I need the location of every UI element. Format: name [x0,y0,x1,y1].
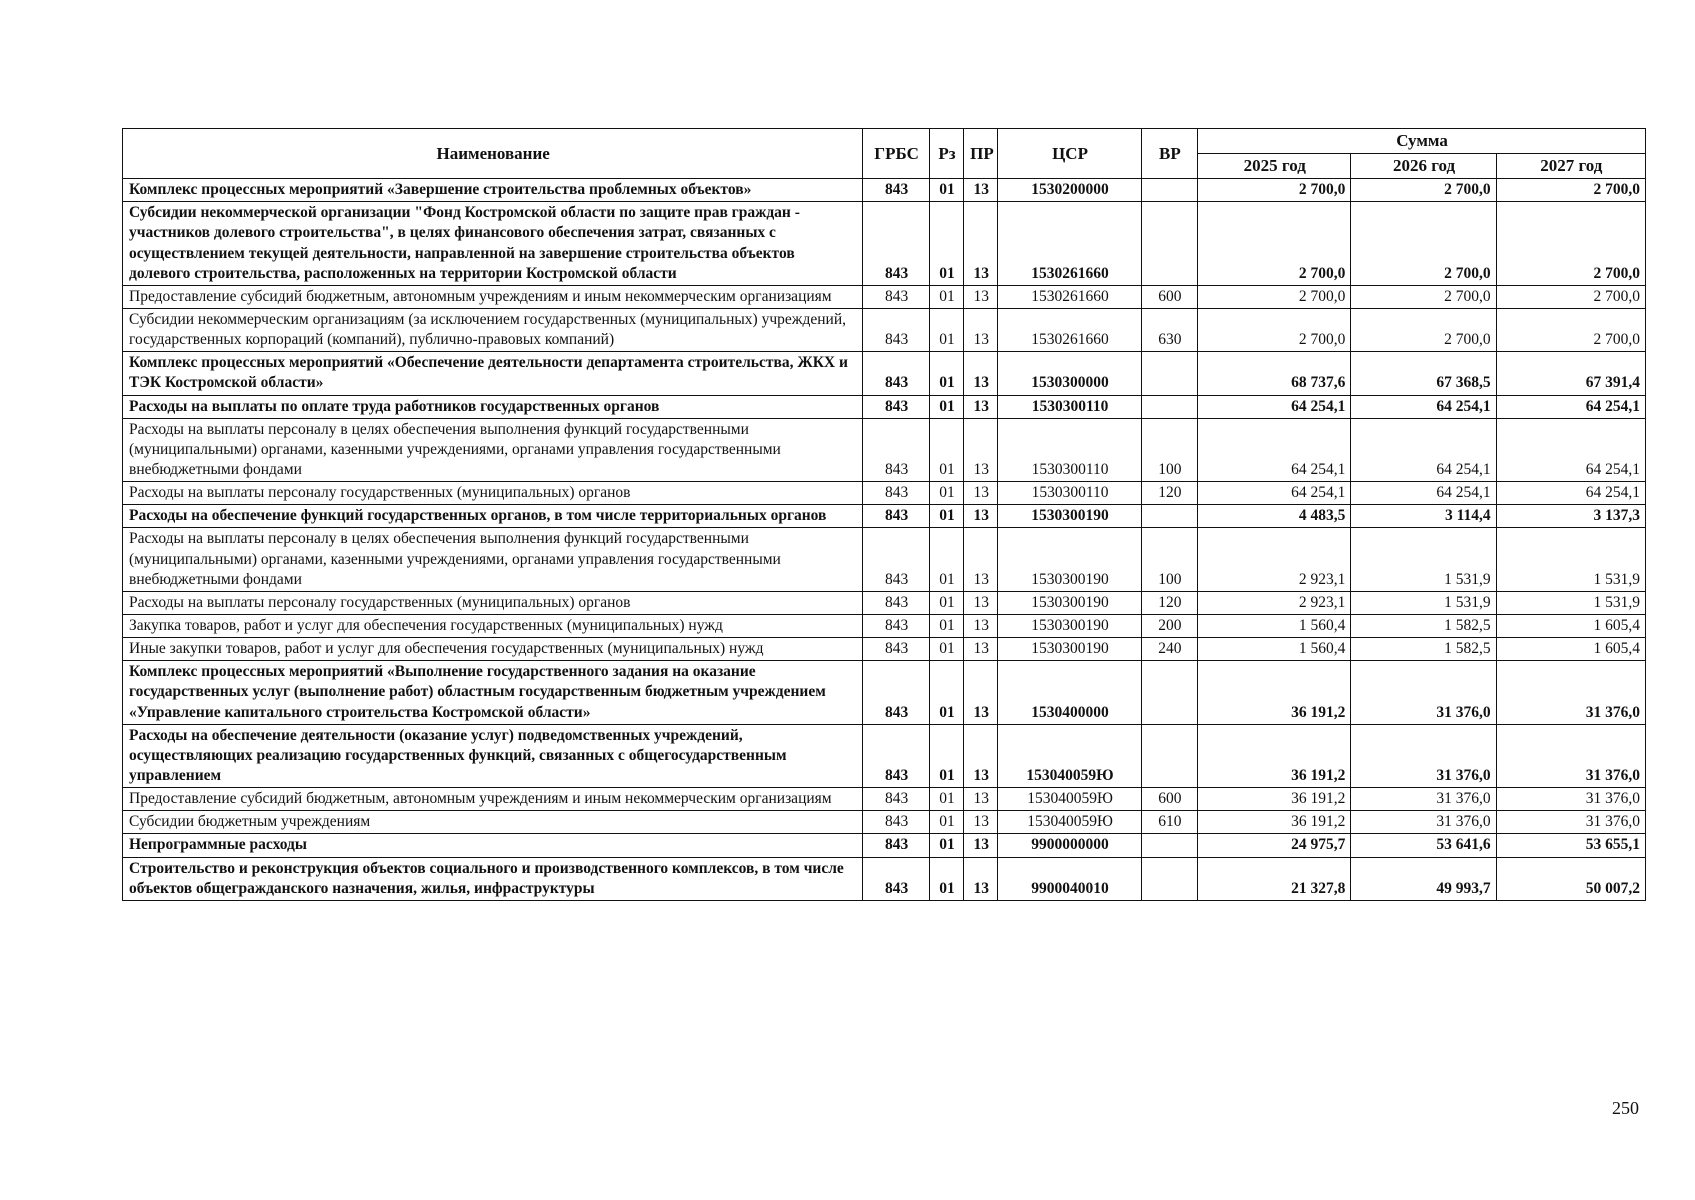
cell-rz: 01 [929,724,963,787]
cell-grbs: 843 [863,395,930,418]
cell-name: Субсидии бюджетным учреждениям [123,811,863,834]
cell-2027: 64 254,1 [1496,418,1645,481]
cell-2026: 31 376,0 [1351,788,1496,811]
cell-2026: 31 376,0 [1351,661,1496,724]
cell-pr: 13 [964,418,998,481]
cell-2026: 3 114,4 [1351,505,1496,528]
table-row [123,661,1646,724]
cell-2027: 64 254,1 [1496,395,1645,418]
cell-2027: 2 700,0 [1496,285,1645,308]
table-body [123,179,1646,901]
cell-pr: 13 [964,788,998,811]
cell-vr: 630 [1141,309,1197,352]
cell-2027: 31 376,0 [1496,661,1645,724]
cell-csr: 9900000000 [998,834,1141,857]
cell-pr: 13 [964,309,998,352]
cell-csr: 1530300190 [998,591,1141,614]
cell-2025: 64 254,1 [1198,418,1351,481]
cell-name: Закупка товаров, работ и услуг для обеспечения государственных (муниципальных) нужд [123,615,863,638]
cell-vr: 610 [1141,811,1197,834]
cell-name: Комплекс процессных мероприятий «Выполнение государственного задания на оказание государственных услуг (выполнение работ) областным государственным бюджетным учреждением «Управление капитального строительства Костромской области» [123,661,863,724]
table-row [123,638,1646,661]
cell-2026: 2 700,0 [1351,309,1496,352]
cell-csr: 1530300000 [998,352,1141,395]
cell-2025: 4 483,5 [1198,505,1351,528]
cell-vr: 600 [1141,788,1197,811]
cell-2025: 2 700,0 [1198,202,1351,286]
cell-csr: 1530300190 [998,528,1141,591]
cell-2026: 31 376,0 [1351,724,1496,787]
cell-2025: 2 923,1 [1198,591,1351,614]
cell-pr: 13 [964,834,998,857]
cell-2025: 68 737,6 [1198,352,1351,395]
cell-grbs: 843 [863,788,930,811]
cell-rz: 01 [929,788,963,811]
cell-name: Иные закупки товаров, работ и услуг для обеспечения государственных (муниципальных) нужд [123,638,863,661]
cell-vr [1141,505,1197,528]
cell-name: Комплекс процессных мероприятий «Завершение строительства проблемных объектов» [123,179,863,202]
cell-grbs: 843 [863,834,930,857]
table-row [123,615,1646,638]
cell-vr [1141,202,1197,286]
col-header-sum: Сумма [1198,129,1646,154]
cell-csr: 1530400000 [998,661,1141,724]
cell-2025: 2 700,0 [1198,309,1351,352]
cell-rz: 01 [929,638,963,661]
cell-vr [1141,661,1197,724]
cell-2027: 1 605,4 [1496,615,1645,638]
cell-2027: 2 700,0 [1496,309,1645,352]
cell-2026: 64 254,1 [1351,482,1496,505]
cell-2026: 2 700,0 [1351,285,1496,308]
cell-name: Строительство и реконструкция объектов социального и производственного комплексов, в том числе объектов общегражданского назначения, жилья, инфраструктуры [123,857,863,900]
cell-name: Расходы на обеспечение функций государственных органов, в том числе территориальных органов [123,505,863,528]
cell-csr: 1530261660 [998,202,1141,286]
cell-2026: 2 700,0 [1351,202,1496,286]
cell-grbs: 843 [863,811,930,834]
cell-2027: 2 700,0 [1496,202,1645,286]
table-row [123,591,1646,614]
table-row [123,788,1646,811]
cell-csr: 1530261660 [998,309,1141,352]
col-header-name: Наименование [123,129,863,179]
cell-rz: 01 [929,285,963,308]
cell-grbs: 843 [863,615,930,638]
table-header [123,129,1646,179]
cell-rz: 01 [929,352,963,395]
cell-pr: 13 [964,179,998,202]
table-row [123,309,1646,352]
cell-pr: 13 [964,857,998,900]
table-row [123,352,1646,395]
table-row [123,857,1646,900]
cell-vr [1141,395,1197,418]
cell-name: Предоставление субсидий бюджетным, автономным учреждениям и иным некоммерческим организациям [123,285,863,308]
table-row [123,724,1646,787]
cell-rz: 01 [929,418,963,481]
cell-vr: 200 [1141,615,1197,638]
col-header-year-2027: 2027 год [1496,154,1645,179]
cell-pr: 13 [964,505,998,528]
cell-2025: 1 560,4 [1198,615,1351,638]
cell-grbs: 843 [863,179,930,202]
cell-rz: 01 [929,615,963,638]
cell-rz: 01 [929,309,963,352]
cell-rz: 01 [929,811,963,834]
cell-grbs: 843 [863,418,930,481]
cell-vr [1141,857,1197,900]
cell-2025: 1 560,4 [1198,638,1351,661]
cell-2025: 36 191,2 [1198,661,1351,724]
cell-2027: 1 531,9 [1496,591,1645,614]
cell-pr: 13 [964,591,998,614]
cell-2026: 31 376,0 [1351,811,1496,834]
col-header-pr: ПР [964,129,998,179]
cell-name: Расходы на выплаты персоналу в целях обеспечения выполнения функций государственными (муниципальными) органами, казенными учреждениями, органами управления государственными внебюджетными фондами [123,418,863,481]
cell-2027: 1 531,9 [1496,528,1645,591]
cell-vr: 120 [1141,482,1197,505]
cell-grbs: 843 [863,638,930,661]
col-header-year-2025: 2025 год [1198,154,1351,179]
table-row [123,528,1646,591]
cell-rz: 01 [929,179,963,202]
cell-csr: 1530300110 [998,395,1141,418]
cell-grbs: 843 [863,591,930,614]
cell-2025: 64 254,1 [1198,395,1351,418]
cell-2026: 1 582,5 [1351,615,1496,638]
table-row [123,505,1646,528]
cell-rz: 01 [929,528,963,591]
cell-2025: 64 254,1 [1198,482,1351,505]
cell-vr [1141,352,1197,395]
cell-vr [1141,834,1197,857]
cell-name: Субсидии некоммерческой организации "Фонд Костромской области по защите прав граждан - участников долевого строительства", в целях финансового обеспечения затрат, связанных с осуществлением текущей деятельности, направленной на завершение строительства объектов долевого строительства, расположенных на территории Костромской области [123,202,863,286]
cell-2026: 64 254,1 [1351,418,1496,481]
table-row [123,179,1646,202]
cell-vr [1141,179,1197,202]
cell-2025: 2 700,0 [1198,285,1351,308]
cell-pr: 13 [964,638,998,661]
cell-csr: 153040059Ю [998,724,1141,787]
cell-2027: 53 655,1 [1496,834,1645,857]
cell-rz: 01 [929,834,963,857]
cell-2026: 64 254,1 [1351,395,1496,418]
cell-2025: 36 191,2 [1198,788,1351,811]
cell-grbs: 843 [863,202,930,286]
cell-grbs: 843 [863,505,930,528]
cell-grbs: 843 [863,857,930,900]
table-row [123,811,1646,834]
cell-2025: 2 700,0 [1198,179,1351,202]
cell-grbs: 843 [863,528,930,591]
cell-vr: 100 [1141,418,1197,481]
cell-2027: 1 605,4 [1496,638,1645,661]
col-header-grbs: ГРБС [863,129,930,179]
cell-2025: 2 923,1 [1198,528,1351,591]
table-row [123,285,1646,308]
table-row [123,202,1646,286]
cell-name: Расходы на выплаты персоналу государственных (муниципальных) органов [123,591,863,614]
cell-grbs: 843 [863,482,930,505]
cell-pr: 13 [964,482,998,505]
cell-2026: 1 531,9 [1351,528,1496,591]
cell-2027: 31 376,0 [1496,811,1645,834]
cell-2027: 31 376,0 [1496,724,1645,787]
cell-csr: 1530200000 [998,179,1141,202]
cell-name: Расходы на обеспечение деятельности (оказание услуг) подведомственных учреждений, осуществляющих реализацию государственных функций, связанных с общегосударственным управлением [123,724,863,787]
cell-name: Непрограммные расходы [123,834,863,857]
cell-grbs: 843 [863,724,930,787]
cell-2025: 21 327,8 [1198,857,1351,900]
cell-2027: 2 700,0 [1496,179,1645,202]
col-header-rz: Рз [929,129,963,179]
cell-grbs: 843 [863,661,930,724]
cell-csr: 1530300110 [998,418,1141,481]
cell-csr: 1530300190 [998,638,1141,661]
cell-csr: 153040059Ю [998,811,1141,834]
cell-2026: 2 700,0 [1351,179,1496,202]
col-header-csr: ЦСР [998,129,1141,179]
cell-rz: 01 [929,482,963,505]
cell-pr: 13 [964,285,998,308]
cell-rz: 01 [929,661,963,724]
col-header-vr: ВР [1141,129,1197,179]
cell-vr: 600 [1141,285,1197,308]
cell-name: Комплекс процессных мероприятий «Обеспечение деятельности департамента строительства, ЖКХ и ТЭК Костромской области» [123,352,863,395]
cell-rz: 01 [929,857,963,900]
cell-pr: 13 [964,811,998,834]
cell-pr: 13 [964,724,998,787]
col-header-year-2026: 2026 год [1351,154,1496,179]
cell-2026: 1 531,9 [1351,591,1496,614]
cell-csr: 1530300190 [998,615,1141,638]
table-row [123,418,1646,481]
cell-vr: 100 [1141,528,1197,591]
cell-grbs: 843 [863,285,930,308]
budget-table [122,128,1646,901]
cell-grbs: 843 [863,352,930,395]
cell-pr: 13 [964,202,998,286]
cell-vr: 240 [1141,638,1197,661]
cell-csr: 153040059Ю [998,788,1141,811]
cell-name: Расходы на выплаты персоналу в целях обеспечения выполнения функций государственными (муниципальными) органами, казенными учреждениями, органами управления государственными внебюджетными фондами [123,528,863,591]
cell-2027: 3 137,3 [1496,505,1645,528]
cell-2027: 31 376,0 [1496,788,1645,811]
cell-csr: 9900040010 [998,857,1141,900]
cell-csr: 1530261660 [998,285,1141,308]
cell-pr: 13 [964,661,998,724]
cell-rz: 01 [929,591,963,614]
cell-grbs: 843 [863,309,930,352]
cell-rz: 01 [929,202,963,286]
cell-pr: 13 [964,528,998,591]
cell-2025: 36 191,2 [1198,811,1351,834]
cell-2026: 67 368,5 [1351,352,1496,395]
cell-pr: 13 [964,615,998,638]
cell-csr: 1530300190 [998,505,1141,528]
table-row [123,834,1646,857]
cell-2027: 64 254,1 [1496,482,1645,505]
cell-2027: 67 391,4 [1496,352,1645,395]
cell-name: Субсидии некоммерческим организациям (за исключением государственных (муниципальных) учреждений, государственных корпораций (компаний), публично-правовых компаний) [123,309,863,352]
cell-2026: 53 641,6 [1351,834,1496,857]
page-number: 250 [1612,1098,1639,1118]
cell-2025: 36 191,2 [1198,724,1351,787]
cell-rz: 01 [929,505,963,528]
cell-2026: 49 993,7 [1351,857,1496,900]
table-row [123,395,1646,418]
cell-2027: 50 007,2 [1496,857,1645,900]
cell-name: Расходы на выплаты по оплате труда работников государственных органов [123,395,863,418]
table-row [123,482,1646,505]
cell-name: Предоставление субсидий бюджетным, автономным учреждениям и иным некоммерческим организациям [123,788,863,811]
cell-name: Расходы на выплаты персоналу государственных (муниципальных) органов [123,482,863,505]
cell-vr: 120 [1141,591,1197,614]
cell-pr: 13 [964,352,998,395]
cell-2026: 1 582,5 [1351,638,1496,661]
cell-rz: 01 [929,395,963,418]
cell-vr [1141,724,1197,787]
cell-csr: 1530300110 [998,482,1141,505]
cell-pr: 13 [964,395,998,418]
cell-2025: 24 975,7 [1198,834,1351,857]
